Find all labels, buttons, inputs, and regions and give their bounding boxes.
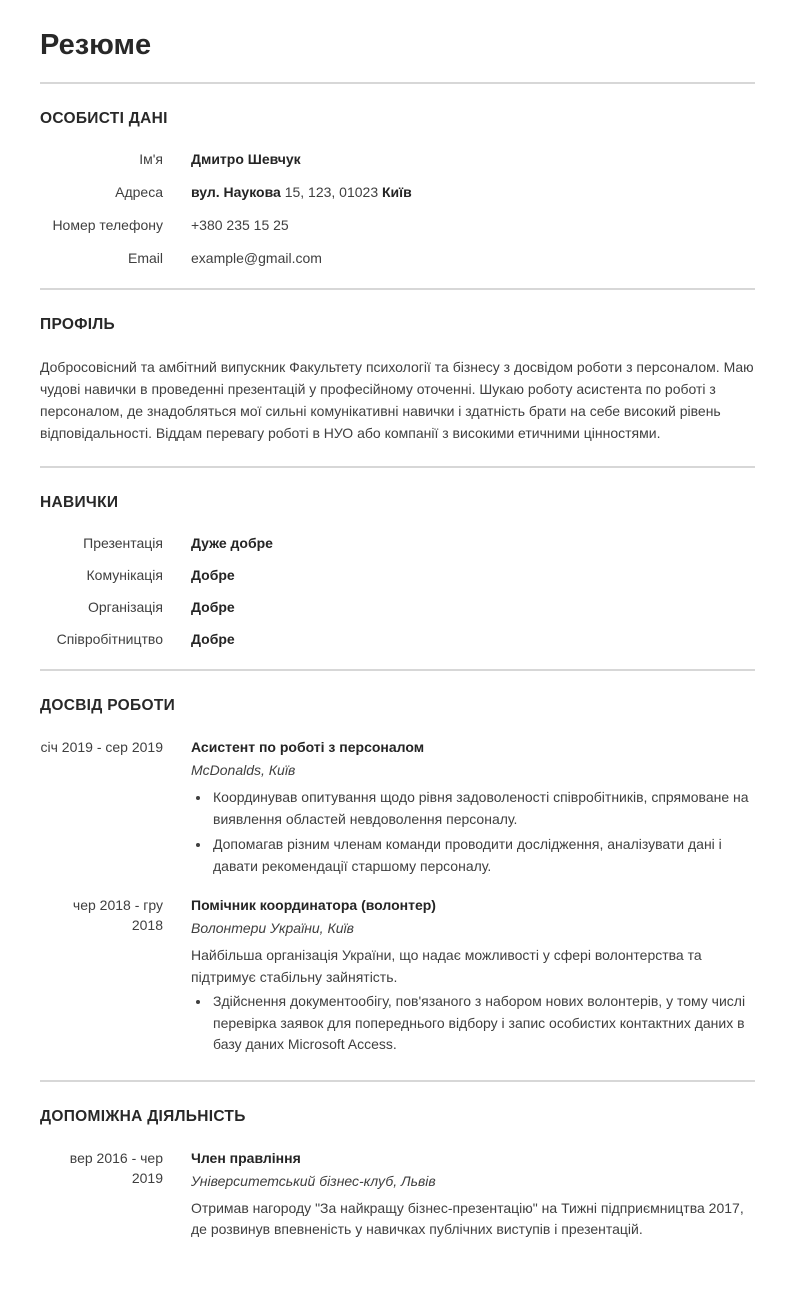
entry-title: Помічник координатора (волонтер) [191, 897, 436, 913]
entry-subtitle: Волонтери України, Київ [191, 920, 354, 936]
name-value: Дмитро Шевчук [191, 151, 301, 167]
address-street: вул. Наукова [191, 184, 281, 200]
section-divider [40, 288, 755, 290]
skill-level: Добре [191, 567, 235, 583]
profile-text: Добросовісний та амбітний випускник Факультету психології та бізнесу з досвідом роботи з персоналом. Маю чудові навички в проведенні презентацій у професійному оточенні. Шукаю роботу асистента по роботі з персоналом, де знадобляться мої сильні комунікативні навички і здатність брати на себе високий рівень відповідальності. Віддам перевагу роботі в НУО або компанії з високими етичними цінностями. [40, 359, 754, 441]
personal-row-address [40, 183, 755, 202]
email-label: Email [127, 250, 163, 266]
section-work-experience [40, 697, 755, 1060]
entry-description: Отримав нагороду "За найкращу бізнес-презентацію" на Тижні підприємництва 2017, де розвинув впевненість у навичках публічних виступів і презентацій. [191, 1199, 744, 1237]
section-divider [40, 1080, 755, 1082]
entry-description: Найбільша організація України, що надає можливості у сфері волонтерства та підтримує стабільну зайнятість. [191, 947, 702, 985]
experience-entry [40, 895, 755, 1060]
entry-date: вер 2016 - чер 2019 [69, 1149, 163, 1186]
entry-bullet: • Координував опитування щодо рівня задоволеності співробітників, спрямоване на виявлення областей невдоволення персоналу. [211, 787, 755, 830]
section-divider [40, 466, 755, 468]
email-value: example@gmail.com [191, 250, 322, 266]
section-heading-work-experience: ДОСВІД РОБОТИ [40, 697, 176, 714]
skill-label: Презентація [83, 535, 163, 551]
entry-title: Член правління [191, 1149, 301, 1166]
entry-bullet: • Здійснення документообігу, пов'язаного з набором нових волонтерів, у тому числі перевірка заявок для попереднього відбору і запис особистих контактних даних в базу даних Microsoft Access. [211, 991, 755, 1056]
skill-label: Комунікація [86, 567, 163, 583]
entry-subtitle: Університетський бізнес-клуб, Львів [191, 1172, 436, 1189]
skill-level: Дуже добре [191, 535, 273, 551]
skill-label: Співробітництво [56, 631, 163, 647]
additional-entry [40, 1148, 755, 1243]
skill-level: Добре [191, 631, 235, 647]
skill-row [40, 534, 755, 553]
skill-row [40, 566, 755, 585]
entry-title: Асистент по роботі з персоналом [191, 739, 425, 755]
page-title: Резюме [40, 29, 152, 61]
phone-label: Номер телефону [52, 217, 163, 233]
address-number: 15, 123, 01023 [284, 184, 379, 200]
entry-date: чер 2018 - гру 2018 [72, 897, 163, 933]
personal-row-phone [40, 216, 755, 235]
skill-row [40, 630, 755, 649]
entry-subtitle: McDonalds, Київ [191, 762, 296, 778]
section-heading-skills: НАВИЧКИ [40, 494, 119, 511]
section-divider [40, 82, 755, 84]
address-city: Київ [382, 184, 412, 200]
experience-entry [40, 737, 755, 881]
name-label: Ім'я [139, 151, 163, 167]
personal-row-email [40, 249, 755, 268]
section-personal-data [40, 110, 755, 268]
skill-level: Добре [191, 599, 235, 615]
section-additional-activities [40, 1108, 755, 1243]
address-label: Адреса [115, 184, 163, 200]
skill-row [40, 598, 755, 617]
skill-label: Організація [87, 599, 163, 615]
section-profile [40, 316, 755, 444]
section-divider [40, 669, 755, 671]
section-heading-additional-activities: ДОПОМІЖНА ДІЯЛЬНІСТЬ [40, 1107, 246, 1125]
entry-bullet-list [191, 991, 755, 1056]
section-heading-personal-data: ОСОБИСТІ ДАНІ [40, 110, 168, 127]
entry-bullet: • Допомагав різним членам команди проводити дослідження, аналізувати дані і давати рекомендації старшому персоналу. [211, 834, 755, 877]
entry-bullet-list [191, 787, 755, 877]
section-heading-profile: ПРОФІЛЬ [40, 316, 115, 333]
entry-date: січ 2019 - сер 2019 [40, 739, 163, 755]
section-skills [40, 494, 755, 649]
phone-value: +380 235 15 25 [191, 217, 289, 233]
personal-row-name [40, 150, 755, 169]
